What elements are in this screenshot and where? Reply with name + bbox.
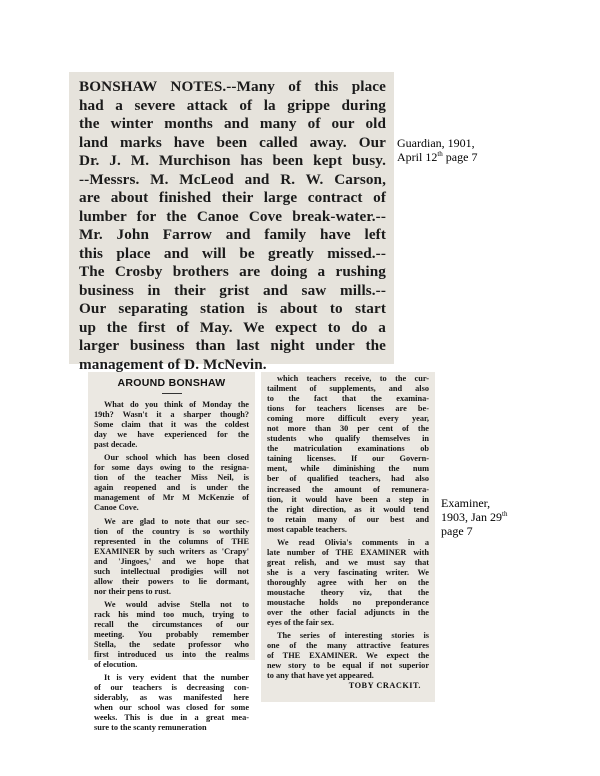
paragraph-line: coming more difficult every year, xyxy=(267,414,429,424)
paragraph-line: taining licenses. If our Govern- xyxy=(267,454,429,464)
paragraph-line: of elocution. xyxy=(94,660,138,670)
paragraph-line: first introduced us into the realms xyxy=(94,650,249,660)
article-line: up the first of May. We expect to do a xyxy=(79,318,386,336)
article-line: Dr. J. M. Murchison has been kept busy. xyxy=(79,152,386,169)
paragraph-line: EXAMINER by such writers as 'Crapy' xyxy=(94,546,249,556)
paragraph-line: ment, while diminishing the num xyxy=(267,464,429,474)
paragraph-line: We read Olivia's comments in a xyxy=(277,537,429,547)
paragraph-line: meeting. You probably remember xyxy=(94,630,249,640)
paragraph-line: eyes of the fair sex. xyxy=(267,618,334,628)
article-line: business in their grist and saw mills.-- xyxy=(79,281,386,299)
article-line: this place and will be greatly missed.-- xyxy=(79,244,386,262)
article-line: BONSHAW NOTES.--Many of this place xyxy=(79,78,386,95)
paragraph-line: It is very evident that the number xyxy=(104,673,249,683)
paragraph-line: Some claim that it was the coldest xyxy=(94,420,249,430)
paragraph-line: one of the many attractive features xyxy=(267,641,429,651)
paragraph-line: Stella, the sedate professor who xyxy=(94,640,249,650)
paragraph-line: late number of THE EXAMINER with xyxy=(267,547,429,557)
caption-superscript: th xyxy=(437,150,443,158)
caption-text: 1903, Jan 29 xyxy=(441,510,502,524)
caption-line: Examiner, xyxy=(441,496,491,510)
paragraph-line: Canoe Cove. xyxy=(94,503,139,513)
examiner-clipping-left-column xyxy=(88,372,255,733)
paragraph-line: great relish, and we must say that xyxy=(267,557,429,567)
paragraph-line: moustache theory viz, that the xyxy=(267,587,429,597)
paragraph-line: weeks. This is due in a great mea- xyxy=(94,713,249,723)
article-line: lumber for the Canoe Cove break-water.-- xyxy=(79,207,386,225)
signature: TOBY CRACKIT. xyxy=(348,681,421,691)
paragraph-line: rack his mind too much, trying to xyxy=(94,609,249,619)
paragraph-line: moustache holds no preponderance xyxy=(267,598,429,608)
caption-line: Guardian, 1901, xyxy=(397,136,475,150)
paragraph-line: to retain many of our best and xyxy=(267,514,429,524)
article-line: management of D. McNevin. xyxy=(79,355,267,373)
paragraph xyxy=(267,538,429,628)
paragraph-line: the matriculation examinations ob xyxy=(267,444,429,454)
paragraph-line: 19th? Wasn't it a sharper though? xyxy=(94,410,249,420)
paragraph-line: What do you think of Monday the xyxy=(104,400,249,409)
paragraph-line: tailment of supplements, and also xyxy=(267,384,429,394)
paragraph xyxy=(94,453,249,513)
examiner-clipping-right-column xyxy=(261,372,435,702)
paragraph xyxy=(94,673,249,733)
caption-line xyxy=(441,510,581,524)
paragraph-line: sure to the scanty remuneration xyxy=(94,723,207,733)
paragraph-line: We would advise Stella not to xyxy=(104,599,249,609)
article-line: had a severe attack of la grippe during xyxy=(79,96,386,114)
paragraph-line: thoroughly agree with her on the xyxy=(267,577,429,587)
paragraph-line: most capable teachers. xyxy=(267,524,347,534)
paragraph-line: the right direction, as it would tend xyxy=(267,504,429,514)
article-line: --Messrs. M. McLeod and R. W. Carson, xyxy=(79,170,386,188)
paragraph xyxy=(94,517,249,597)
article-line: The Crosby brothers are doing a rushing xyxy=(79,263,386,280)
paragraph-line: such intellectual prodigies will not xyxy=(94,566,249,576)
paragraph-line: The series of interesting stories is xyxy=(277,631,429,641)
paragraph-line: increased the amount of remunera- xyxy=(267,484,429,494)
article-line: the winter months and many of our old xyxy=(79,115,386,132)
paragraph-line: tion of the country is so worthily xyxy=(94,526,249,536)
paragraph-line: We are glad to note that our sec- xyxy=(104,516,249,526)
paragraph-line: past decade. xyxy=(94,440,138,450)
paragraph-line: Our school which has been closed xyxy=(104,453,249,463)
paragraph-line: she is a very fascinating writer. We xyxy=(267,567,429,577)
paragraph-line: represented in the columns of THE xyxy=(94,536,249,546)
paragraph xyxy=(94,400,249,450)
paragraph-line: allow their powers to lie dormant, xyxy=(94,576,249,586)
paragraph-line: again reopened and is under the xyxy=(94,483,249,493)
caption-text: April 12 xyxy=(397,150,438,164)
paragraph-line: recall the circumstances of our xyxy=(94,619,249,629)
paragraph-line: to any that have yet appeared. xyxy=(267,671,374,681)
caption-line xyxy=(397,150,557,164)
paragraph-line: ber of qualified teachers, had also xyxy=(267,474,429,484)
paragraph-line: when our school was closed for some xyxy=(94,703,249,713)
heading-rule xyxy=(162,393,182,394)
paragraph xyxy=(94,600,249,670)
paragraph-line: management of Mr M McKenzie of xyxy=(94,493,249,503)
paragraph-line: of THE EXAMINER. We expect the xyxy=(267,651,429,661)
article-line: land marks have been called away. Our xyxy=(79,133,386,151)
paragraph-line: day we have experienced for the xyxy=(94,430,249,440)
article-line: Mr. John Farrow and family have left xyxy=(79,226,386,243)
caption-superscript: th xyxy=(502,510,508,518)
paragraph-line: not more than 30 per cent of the xyxy=(267,424,429,434)
paragraph-line: tion, it would have been a step in xyxy=(267,494,429,504)
guardian-clipping xyxy=(69,72,394,373)
paragraph-line: to the fact that the examina- xyxy=(267,394,429,404)
paragraph-line: nor their pens to rust. xyxy=(94,586,171,596)
paragraph-line: of our teachers is decreasing con- xyxy=(94,683,249,693)
paragraph xyxy=(267,631,429,681)
paragraph-line: for some days owing to the resigna- xyxy=(94,463,249,473)
paragraph-line: students who qualify themselves in xyxy=(267,434,429,444)
article-line: larger business than last night under the xyxy=(79,337,386,354)
article-line: are about finished their large contract of xyxy=(79,189,386,206)
caption-line: page 7 xyxy=(441,524,473,538)
examiner-caption xyxy=(441,496,581,538)
paragraph xyxy=(267,374,429,535)
paragraph-line: tions for teachers licenses are be- xyxy=(267,404,429,414)
paragraph-line: siderably, as was manifested here xyxy=(94,693,249,703)
paragraph-line: new story to be equal if not superior xyxy=(267,661,429,671)
paragraph-line: over the other facial adjuncts in the xyxy=(267,608,429,618)
article-line: Our separating station is about to start xyxy=(79,300,386,317)
clipping-heading: AROUND BONSHAW xyxy=(117,377,226,389)
paragraph-line: which teachers receive, to the cur- xyxy=(277,374,429,383)
caption-text: page 7 xyxy=(445,150,478,164)
paragraph-line: tion of the teacher Miss Neil, is xyxy=(94,473,249,483)
guardian-caption xyxy=(397,136,557,164)
paragraph-line: and 'Jingoes,' and we hope that xyxy=(94,556,249,566)
